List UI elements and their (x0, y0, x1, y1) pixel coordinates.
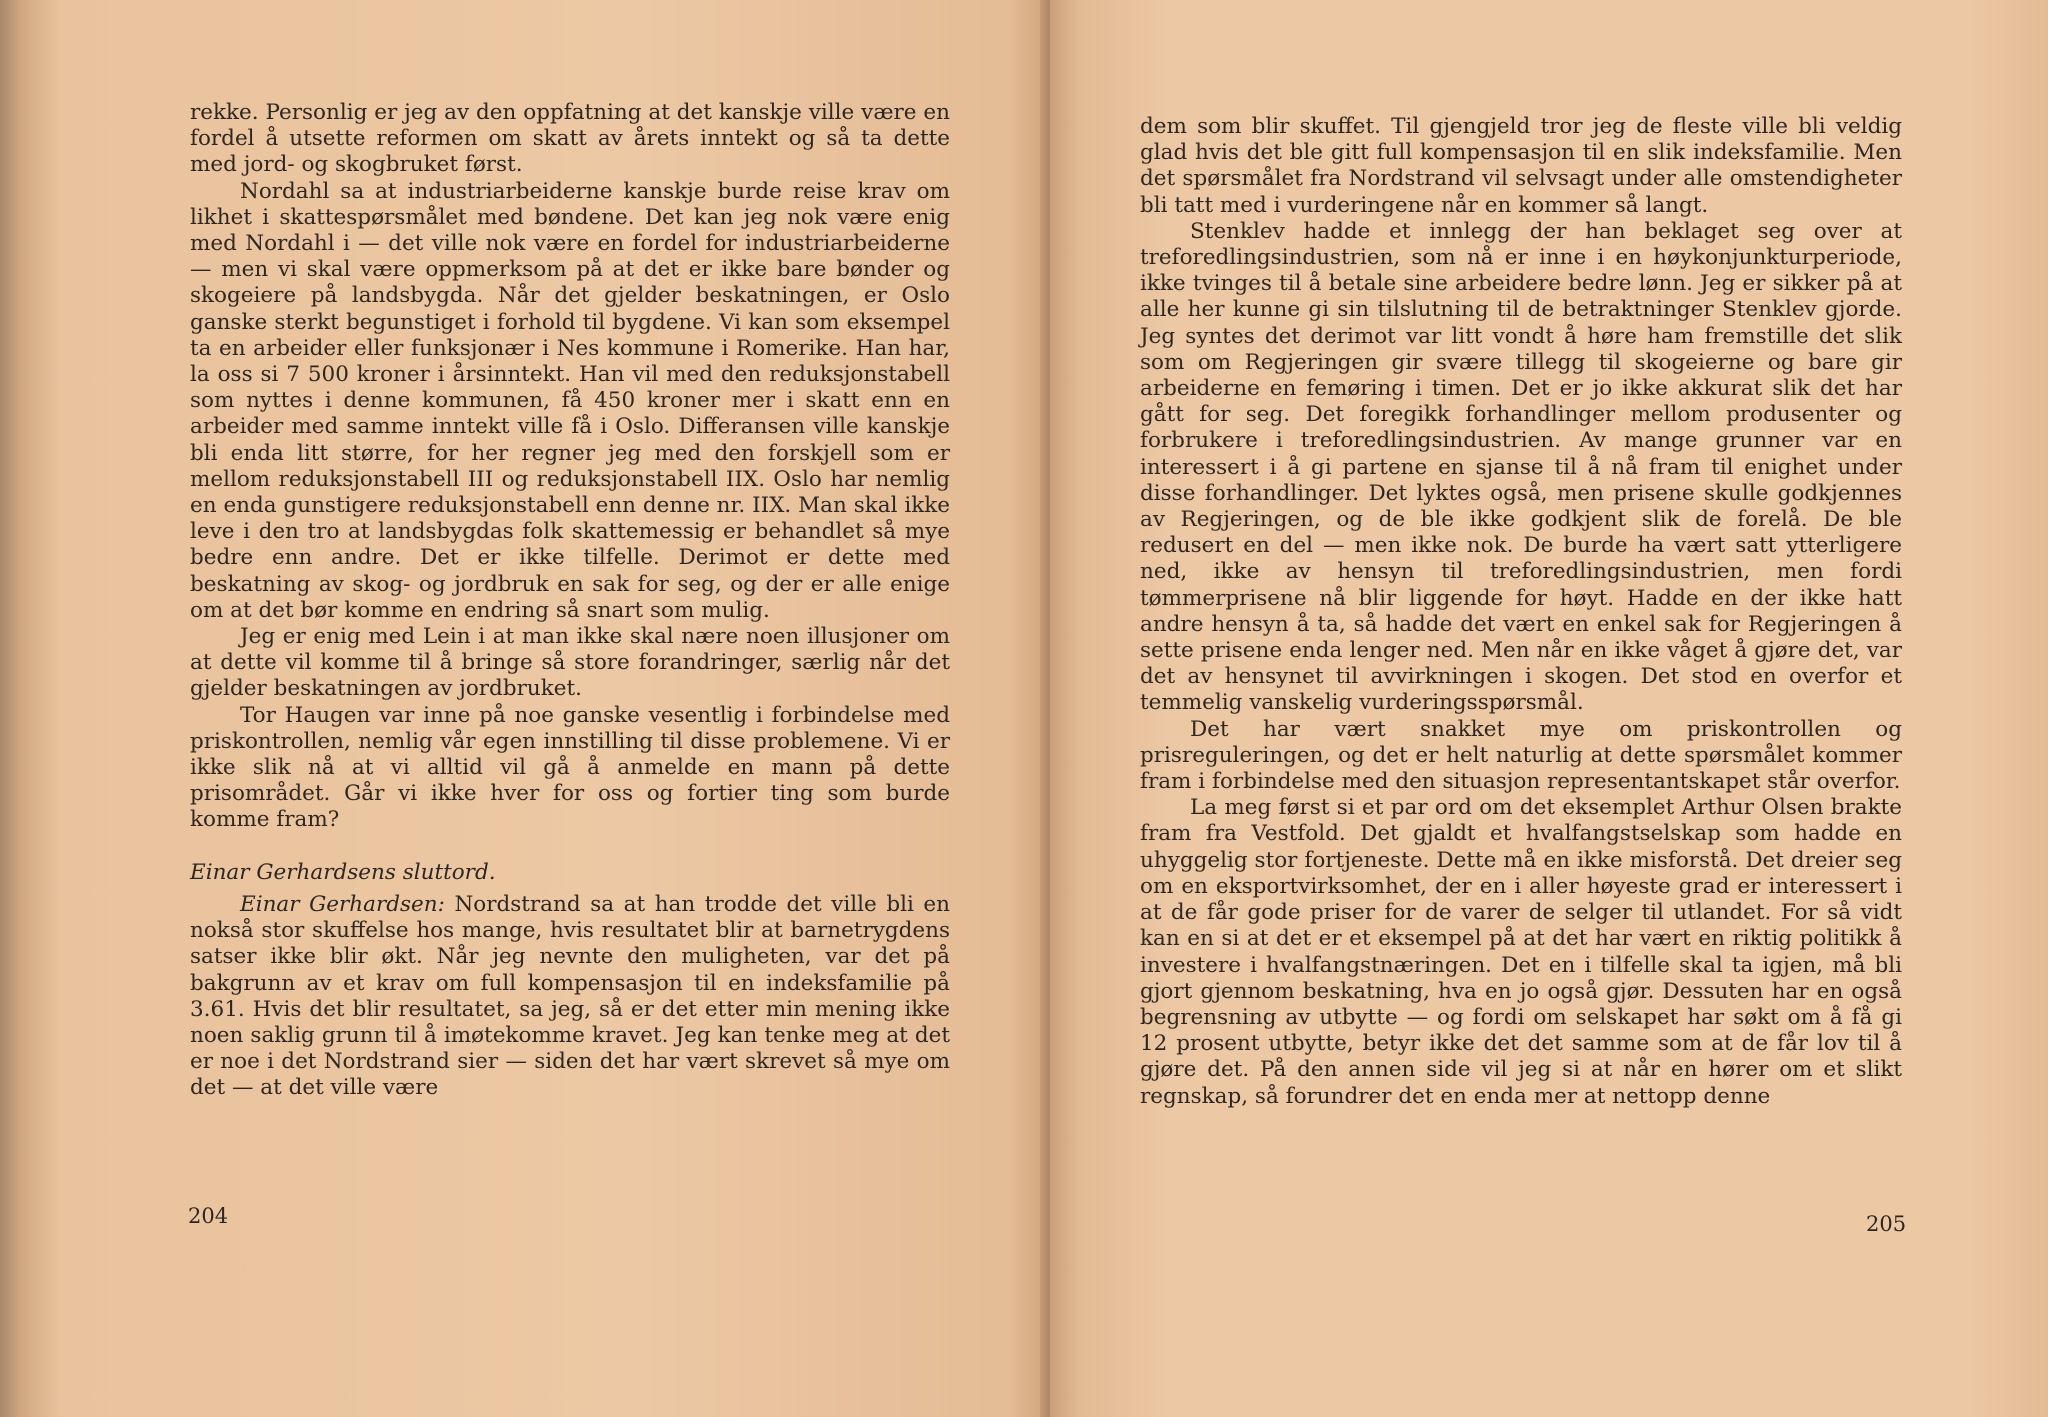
left-page-text (190, 100, 950, 1102)
speaker-text: Nordstrand sa at han trodde det ville bli en nokså stor skuffelse hos mange, hvis resultatet blir at barnetrygdens satser ikke blir økt. Når jeg nevnte den muligheten, var det på bakgrunn av et krav om full kompensasjon til en indeksfamilie på 3.61. Hvis det blir resultatet, sa jeg, så er det etter min mening ikke noen saklig grunn til å imøtekomme kravet. Jeg kan tenke meg at det er noe i det Nordstrand sier — siden det har vært skrevet så mye om det — at det ville være (190, 891, 950, 1101)
paragraph (190, 892, 950, 1102)
paragraph: Nordahl sa at industriarbeiderne kanskje burde reise krav om likhet i skattespørsmålet med bøndene. Det kan jeg nok være enig med Nordahl i — det ville nok være en fordel for industriarbeiderne — men vi skal være oppmerksom på at det er ikke bare bønder og skogeiere på landsbygda. Når det gjelder beskatningen, er Oslo ganske sterkt begunstiget i forhold til bygdene. Vi kan som eksempel ta en arbeider eller funksjonær i Nes kommune i Romerike. Han har, la oss si 7 500 kroner i årsinntekt. Han vil med den reduksjonstabell som nyttes i denne kommunen, få 450 kroner mer i skatt enn en arbeider med samme inntekt ville få i Oslo. Differansen ville kanskje bli enda litt større, for her regner jeg med den forskjell som er mellom reduksjonstabell III og reduksjonstabell IIX. Oslo har nemlig en enda gunstigere reduksjonstabell enn denne nr. IIX. Man skal ikke leve i den tro at landsbygdas folk skattemessig er behandlet så mye bedre enn andre. Det er ikke tilfelle. Derimot er dette med beskatning av skog- og jordbruk en sak for seg, og der er alle enige om at det bør komme en endring så snart som mulig. (190, 178, 950, 623)
paragraph: dem som blir skuffet. Til gjengjeld tror jeg de fleste ville bli veldig glad hvis det ble gitt full kompensasjon til en slik indeksfamilie. Men det spørsmålet fra Nordstrand vil selvsagt under alle omstendigheter bli tatt med i vurderingene når en kommer så langt. (1140, 114, 1902, 218)
page-number: 204 (188, 1204, 229, 1228)
speaker-name: Einar Gerhardsen: (240, 891, 445, 917)
paragraph: La meg først si et par ord om det eksemplet Arthur Olsen brakte fram fra Vestfold. Det gjaldt et hvalfangstselskap som hadde en uhyggelig stor fortjeneste. Dette må en ikke misforstå. Det dreier seg om en eksportvirksomhet, der en i aller høyeste grad er interessert i at de får gode priser for de varer de selger til utlandet. For så vidt kan en si at det er et eksempel på at det har vært en riktig politikk å investere i hvalfangstnæringen. Det en i tilfelle skal ta igjen, må bli gjort gjennom beskatning, hva en jo også gjør. Dessuten har en også begrensning av utbytte — og fordi om selskapet har søkt om å få gi 12 prosent utbytte, betyr ikke det det samme som at de får lov til å gjøre det. På den annen side vil jeg si at når en hører om et slikt regnskap, så forundrer det en enda mer at nettopp denne (1140, 795, 1902, 1109)
paragraph: Tor Haugen var inne på noe ganske vesentlig i forbindelse med priskontrollen, nemlig vår egen innstilling til disse problemene. Vi er ikke slik nå at vi alltid vil gå å anmelde en mann på dette prisområdet. Går vi ikke hver for oss og fortier ting som burde komme fram? (190, 702, 950, 833)
page-number: 205 (1866, 1212, 1907, 1236)
right-page-text (1140, 114, 1902, 1110)
section-heading: Einar Gerhardsens sluttord. (190, 859, 496, 885)
paragraph: rekke. Personlig er jeg av den oppfatning at det kanskje ville være en fordel å utsette reformen om skatt av årets inntekt og så ta dette med jord- og skogbruket først. (190, 100, 950, 178)
paragraph: Jeg er enig med Lein i at man ikke skal nære noen illusjoner om at dette vil komme til å bringe så store forandringer, særlig når det gjelder beskatningen av jordbruket. (190, 624, 950, 702)
paragraph: Stenklev hadde et innlegg der han beklaget seg over at treforedlingsindustrien, som nå er inne i en høykonjunkturperiode, ikke tvinges til å betale sine arbeidere bedre lønn. Jeg er sikker på at alle her kunne gi sin tilslutning til de betraktninger Stenklev gjorde. Jeg syntes det derimot var litt vondt å høre ham fremstille det slik som om Regjeringen gir svære tillegg til skogeierne og bare gir arbeiderne en femøring i timen. Det er jo ikke akkurat slik det har gått for seg. Det foregikk forhandlinger mellom produsenter og forbrukere i treforedlingsindustrien. Av mange grunner var en interessert i å gi partene en sjanse til å nå fram til enighet under disse forhandlinger. Det lyktes også, men prisene skulle godkjennes av Regjeringen, og de ble ikke godkjent slik de forelå. De ble redusert en del — men ikke nok. De burde ha vært satt ytterligere ned, ikke av hensyn til treforedlingsindustrien, men fordi tømmerprisene nå blir liggende for høyt. Hadde en der ikke hatt andre hensyn å ta, så hadde det vært en enkel sak for Regjeringen å sette prisene enda lenger ned. Men når en ikke våget å gjøre det, var det av hensynet til avvirkningen i skogen. Det stod en overfor et temmelig vanskelig vurderingsspørsmål. (1140, 218, 1902, 716)
paragraph: Det har vært snakket mye om priskontrollen og prisreguleringen, og det er helt naturlig at dette spørsmålet kommer fram i forbindelse med den situasjon representantskapet står overfor. (1140, 716, 1902, 795)
